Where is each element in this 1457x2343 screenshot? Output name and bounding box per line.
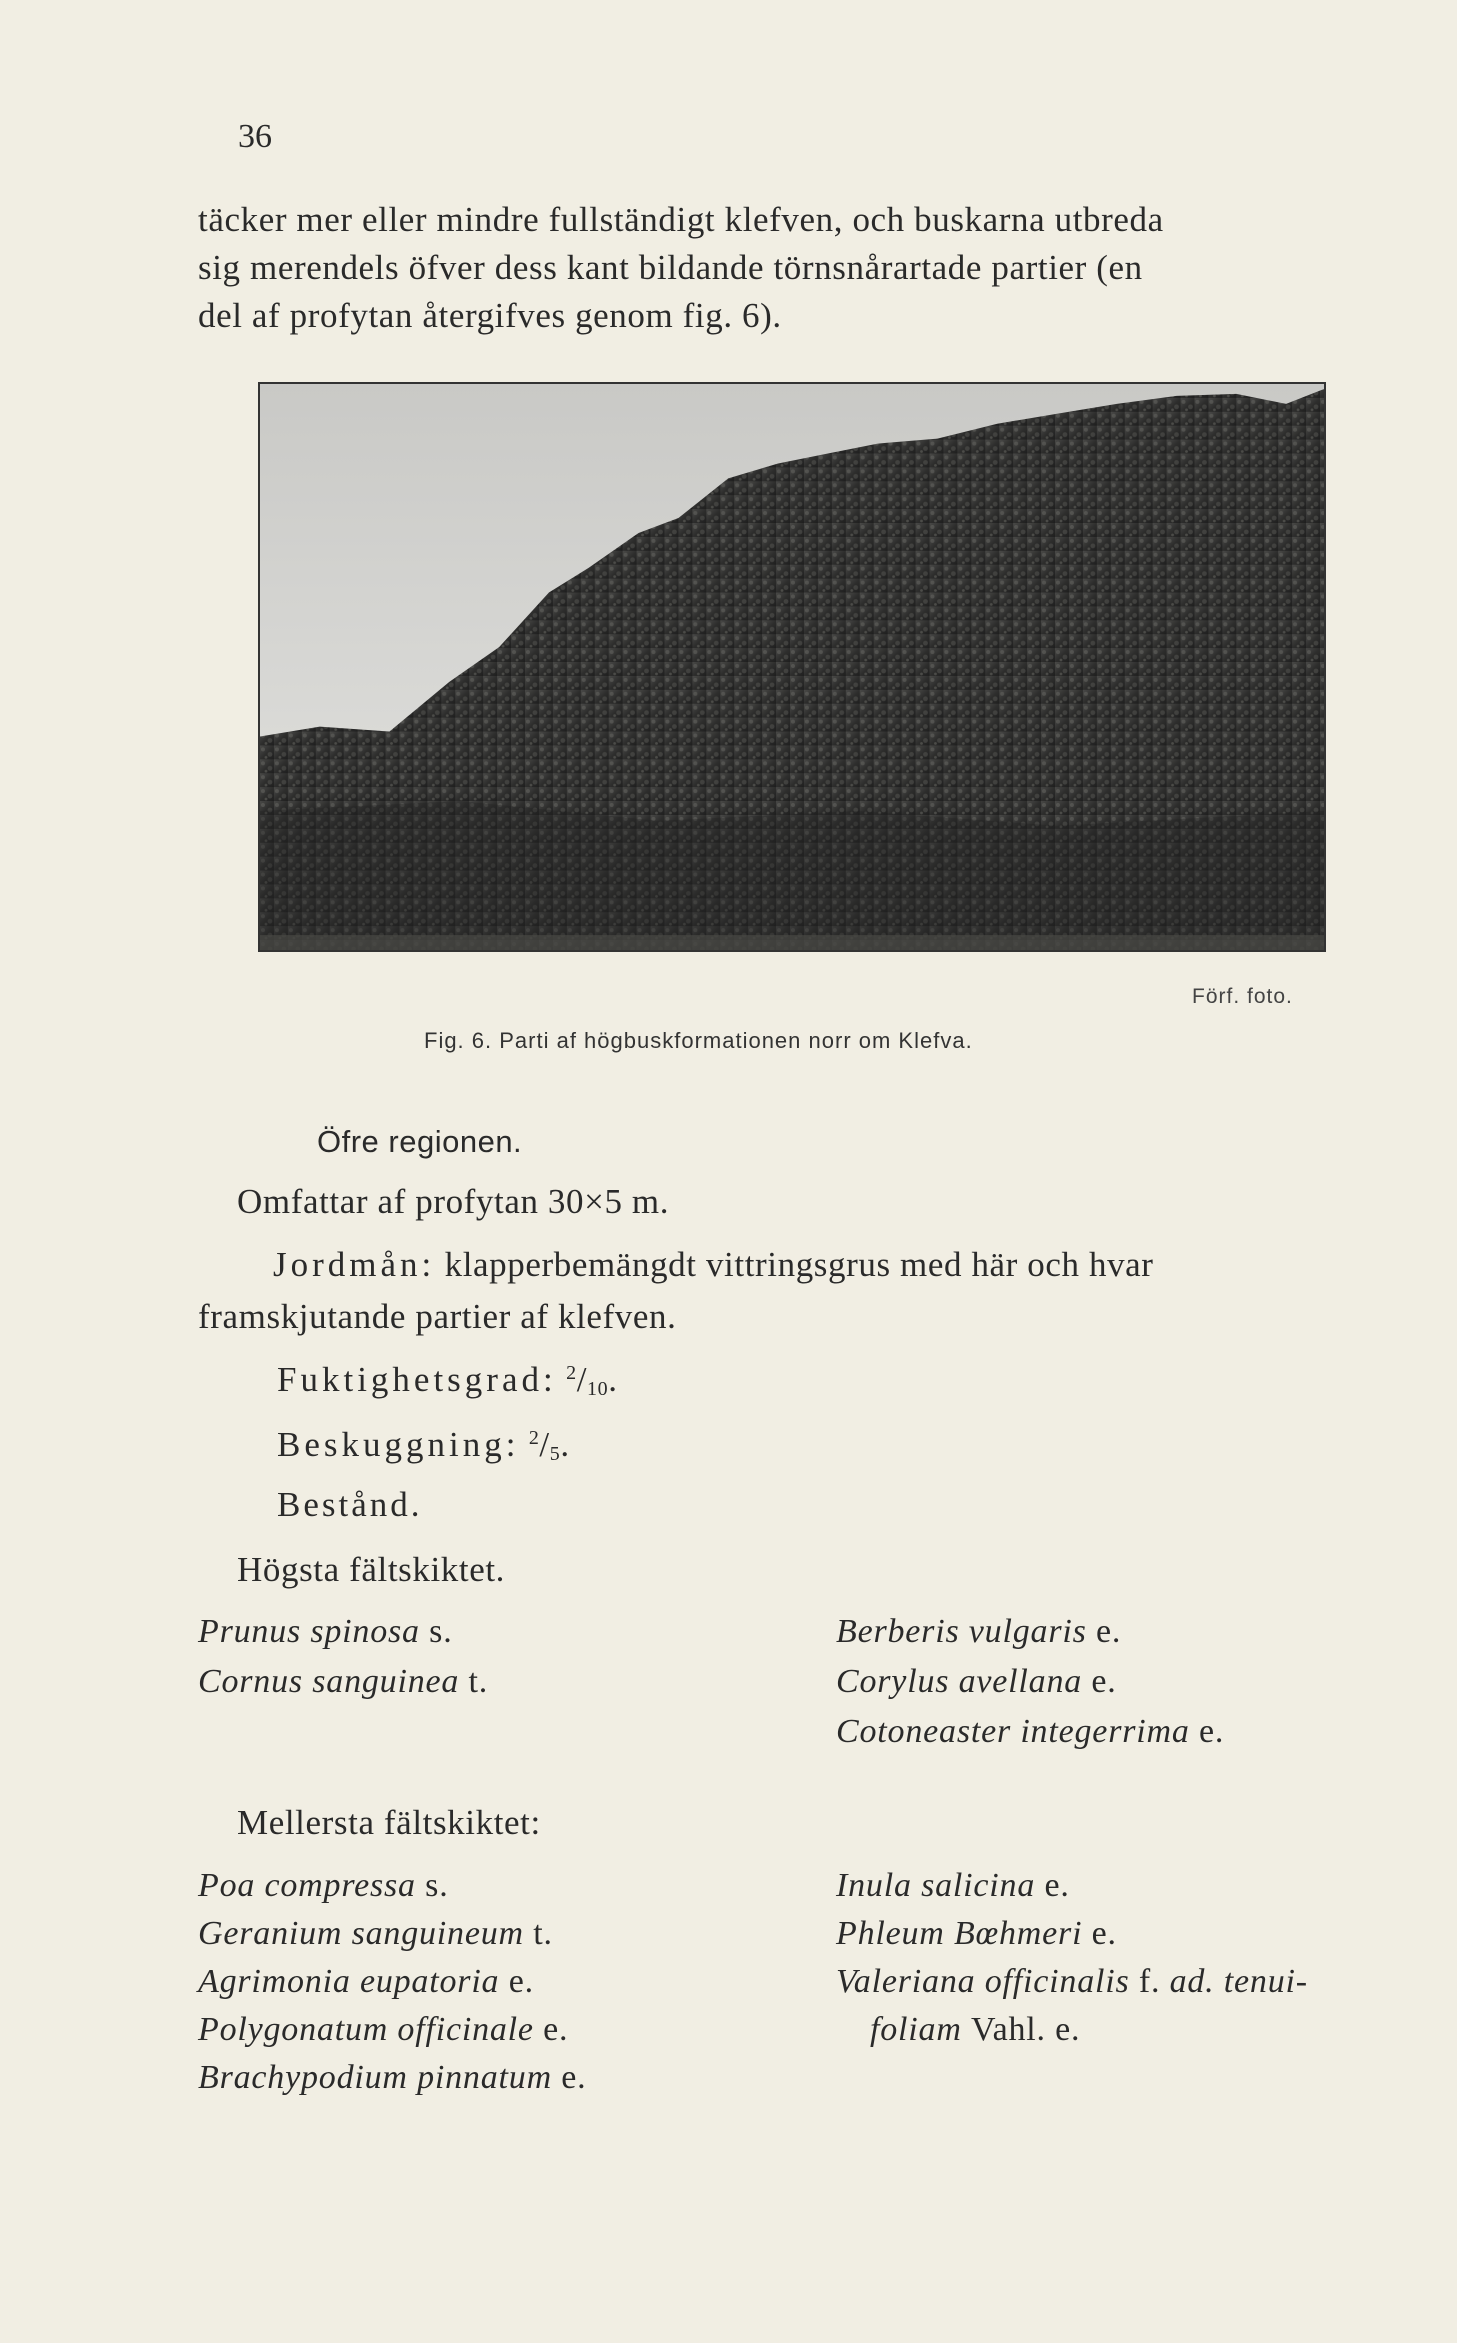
soil-line (273, 1245, 1154, 1285)
area-line: Omfattar af profytan 30×5 m. (237, 1182, 670, 1221)
species-entry: Phleum Bœhmeri e. (836, 1915, 1117, 1952)
species-entry: Prunus spinosa s. (198, 1613, 453, 1650)
middle-layer-heading: Mellersta fältskiktet: (237, 1803, 541, 1842)
figure-caption: Fig. 6. Parti af högbuskformationen norr om Klefva. (424, 1028, 973, 1053)
species-entry: Inula salicina e. (836, 1867, 1070, 1904)
page-number: 36 (238, 118, 272, 155)
section-heading: Öfre regionen. (317, 1124, 523, 1159)
intro-line: del af profytan återgifves genom fig. 6). (198, 296, 782, 335)
soil-label: Jordmån: (273, 1245, 436, 1284)
photo-credit: Förf. foto. (1192, 985, 1293, 1008)
species-entry: Geranium sanguineum t. (198, 1915, 553, 1952)
species-entry: Valeriana officinalis f. ad. tenui- (836, 1963, 1308, 2000)
intro-line: täcker mer eller mindre fullständigt klefven, och buskarna utbreda (198, 200, 1164, 239)
moisture-fraction: $^2/_{10}$. (566, 1360, 618, 1400)
shade-fraction: $^2/_5$. (528, 1425, 570, 1465)
moisture-label: Fuktighetsgrad: (277, 1360, 557, 1399)
species-entry: Brachypodium pinnatum e. (198, 2059, 587, 2096)
species-entry: Polygonatum officinale e. (198, 2011, 569, 2048)
intro-line: sig merendels öfver dess kant bildande törnsnårartade partier (en (198, 248, 1143, 287)
soil-line-continued: framskjutande partier af klefven. (198, 1297, 677, 1336)
shrubland-photo (260, 384, 1324, 950)
soil-text: klapperbemängdt vittringsgrus med här och hvar (444, 1245, 1154, 1284)
species-entry: Poa compressa s. (198, 1867, 449, 1904)
stand-heading: Bestånd. (277, 1485, 423, 1524)
species-entry: Cornus sanguinea t. (198, 1663, 489, 1700)
figure-photograph (258, 382, 1326, 952)
moisture-line (277, 1360, 618, 1401)
species-entry: foliam Vahl. e. (870, 2011, 1081, 2048)
species-entry: Corylus avellana e. (836, 1663, 1117, 1700)
species-entry: Agrimonia eupatoria e. (198, 1963, 534, 2000)
shade-line (277, 1425, 570, 1466)
intro-paragraph (198, 196, 1408, 340)
species-entry: Berberis vulgaris e. (836, 1613, 1122, 1650)
top-layer-heading: Högsta fältskiktet. (237, 1550, 506, 1589)
species-entry: Cotoneaster integerrima e. (836, 1713, 1225, 1750)
shade-label: Beskuggning: (277, 1425, 520, 1464)
